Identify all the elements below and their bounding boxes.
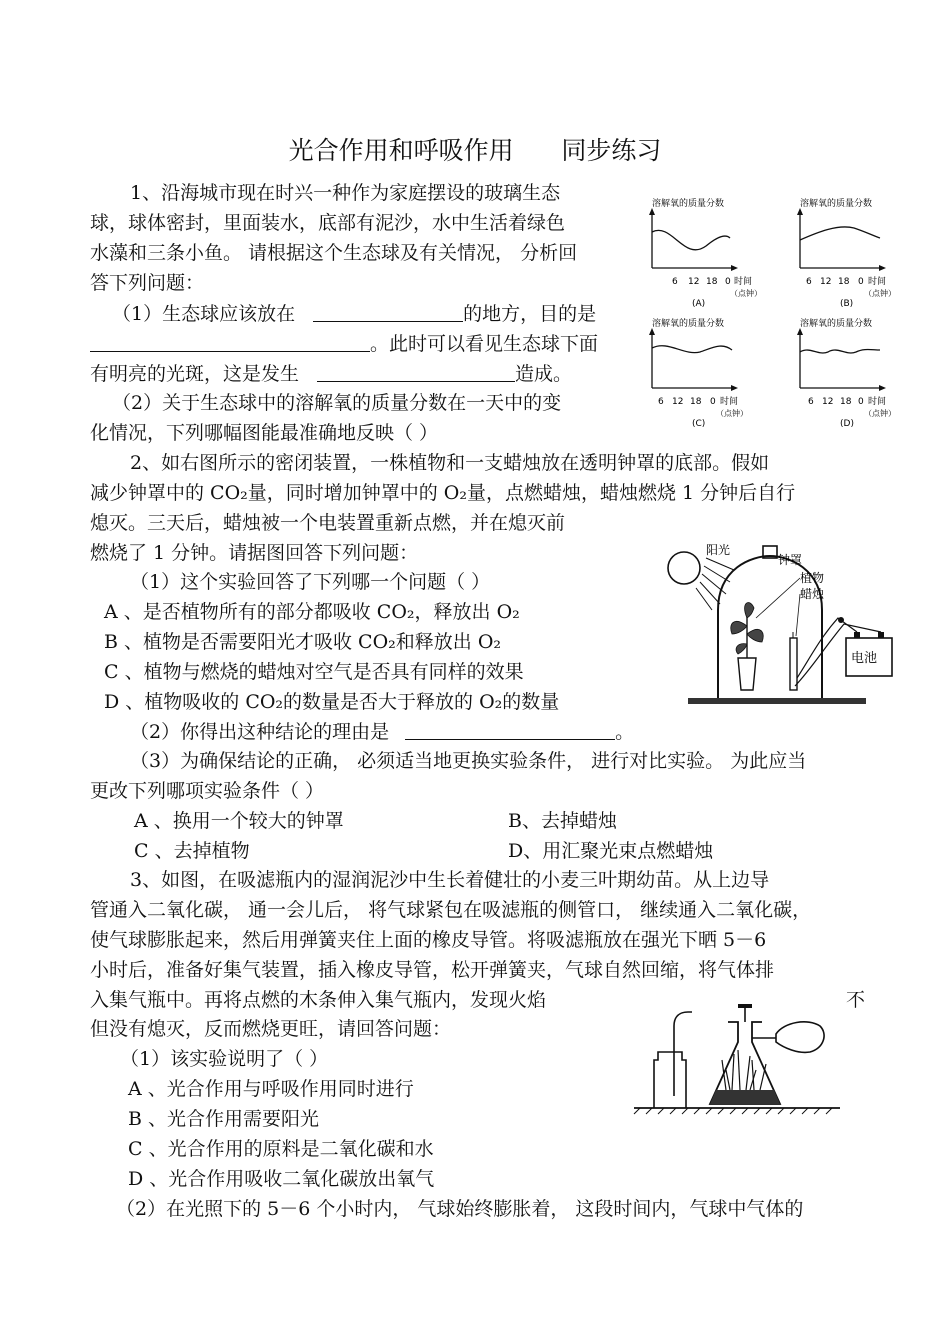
q2-line-4: 燃烧了 1 分钟。请据图回答下列问题： [90, 542, 419, 564]
q1-sub2-line-1: （2）关于生态球中的溶解氧的质量分数在一天中的变 [112, 392, 562, 414]
q3-line-5: 入集气瓶中。再将点燃的木条伸入集气瓶内，发现火焰 [90, 989, 547, 1011]
q3-line-4: 小时后，准备好集气装置，插入橡皮导管，松开弹簧夹，气球自然回缩，将气体排 [90, 959, 775, 981]
switch-node [838, 617, 844, 623]
graph-b [797, 197, 896, 309]
wheat-seedlings [722, 1050, 766, 1090]
jar-label: 钟罩 [778, 553, 803, 567]
plant-label: 植物 [800, 571, 825, 585]
graph-b-ylabel: 溶解氧的质量分数 [800, 199, 873, 209]
q3-sub1-question: （1）该实验说明了（ ） [120, 1048, 329, 1070]
graph-d-xtick-4: 0 [858, 397, 864, 407]
q2-choice-c: C 、去掉植物 [134, 840, 250, 862]
graph-c-xlabel: 时间 [720, 397, 739, 407]
q2-line-3: 熄灭。三天后，蜡烛被一个电装置重新点燃，并在熄灭前 [90, 512, 566, 534]
q2-sub2-line [130, 719, 634, 744]
candle-label: 蜡烛 [800, 587, 825, 601]
q1-line-4: 答下列问题： [90, 272, 205, 294]
graph-c-xtick-1: 6 [658, 397, 664, 407]
flower-pot [738, 658, 756, 690]
graph-c-x-arrow [731, 385, 738, 391]
graph-b-xtick-1: 6 [806, 277, 812, 287]
graph-b-xlabel: 时间 [868, 277, 887, 287]
dissolved-oxygen-graphs [640, 192, 928, 430]
q2-option-c: C 、植物与燃烧的蜡烛对空气是否具有同样的效果 [104, 661, 524, 683]
graph-c-y-arrow [649, 328, 655, 335]
q2-option-b: B 、植物是否需要阳光才吸收 CO₂和释放出 O₂ [104, 631, 502, 653]
graph-a-xtick-3: 18 [706, 277, 718, 287]
graph-a [649, 197, 762, 309]
q3-line-1: 3、如图，在吸滤瓶内的湿润泥沙中生长着健壮的小麦三叶期幼苗。从上边导 [130, 869, 770, 891]
graph-d-xtick-2: 12 [822, 397, 834, 407]
graph-a-label: (A) [692, 299, 706, 309]
q3-line-6: 但没有熄灭，反而燃烧更旺，请回答问题： [90, 1018, 452, 1040]
candle-pointer [796, 594, 800, 636]
graph-c-curve [652, 346, 732, 353]
graph-b-y-arrow [797, 208, 803, 215]
sun-rays [696, 558, 734, 610]
q3-option-a: A 、光合作用与呼吸作用同时进行 [128, 1078, 414, 1100]
sun-label: 阳光 [706, 543, 731, 557]
battery-terminal-1 [854, 632, 860, 638]
q1-sub1-line3-end: 造成。 [515, 363, 573, 385]
gas-collection-bottle [654, 1052, 686, 1108]
bell-jar-figure [660, 538, 912, 710]
graph-d-xlabel-unit: （点钟） [864, 409, 896, 418]
filter-flask-figure [630, 1000, 846, 1116]
graph-a-xtick-4: 0 [725, 277, 731, 287]
q1-sub2-line-2: 化情况，下列哪幅图能最准确地反映（ ） [90, 422, 439, 444]
plant-pointer [756, 578, 800, 618]
q2-sub3-line-1: （3）为确保结论的正确， 必须适当地更换实验条件， 进行对比实验。 为此应当 [130, 750, 807, 772]
graph-b-label: (B) [840, 299, 854, 309]
q2-sub2-end: 。 [615, 721, 635, 743]
q3-option-b: B 、光合作用需要阳光 [128, 1108, 320, 1130]
graph-d [797, 317, 896, 429]
base-plate [688, 698, 866, 704]
graph-c-xtick-2: 12 [672, 397, 684, 407]
graph-a-x-arrow [731, 265, 738, 271]
battery-terminal-2 [878, 632, 884, 638]
graph-d-ylabel: 溶解氧的质量分数 [800, 319, 873, 329]
q1-sub1-line-2 [90, 331, 598, 356]
spring-clip [738, 1004, 752, 1008]
graph-c-label: (C) [692, 419, 706, 429]
q3-line-5-end: 不 [846, 989, 866, 1011]
q1-sub1-mid: 的地方，目的是 [463, 303, 597, 325]
q1-line-1: 1、沿海城市现在时兴一种作为家庭摆设的玻璃生态 [130, 182, 561, 204]
balloon-icon [776, 1022, 824, 1053]
graph-a-ylabel: 溶解氧的质量分数 [652, 199, 725, 209]
graph-d-x-arrow [879, 385, 886, 391]
delivery-tube [674, 1012, 692, 1096]
q3-line-2: 管通入二氧化碳， 通一会儿后， 将气球紧包在吸滤瓶的侧管口， 继续通入二氧化碳， [90, 899, 812, 921]
q2-sub1-question: （1）这个实验回答了下列哪一个问题（ ） [130, 571, 491, 593]
q2-option-a: A 、是否植物所有的部分都吸收 CO₂，释放出 O₂ [104, 601, 520, 623]
graph-b-xtick-2: 12 [820, 277, 832, 287]
graph-b-xlabel-unit: （点钟） [864, 289, 896, 298]
graph-a-xlabel: 时间 [734, 277, 753, 287]
candle-icon [790, 638, 797, 690]
graph-a-curve [652, 230, 730, 249]
graph-b-curve [800, 227, 880, 240]
graph-d-label: (D) [840, 419, 854, 429]
q2-choice-a: A 、换用一个较大的钟罩 [134, 810, 344, 832]
graph-a-xtick-2: 12 [688, 277, 700, 287]
q2-sub3-line-2: 更改下列哪项实验条件（ ） [90, 780, 325, 802]
q1-answer-blank-2[interactable] [90, 331, 370, 352]
sun-icon [668, 552, 700, 584]
q1-sub1-prefix: （1）生态球应该放在 [112, 303, 296, 325]
q3-sub2-line: （2）在光照下的 5－6 个小时内， 气球始终膨胀着， 这段时间内，气球中气体的 [116, 1198, 804, 1220]
q3-option-d: D 、光合作用吸收二氧化碳放出氧气 [128, 1168, 435, 1190]
q3-option-c: C 、光合作用的原料是二氧化碳和水 [128, 1138, 434, 1160]
table-hatching [634, 1108, 832, 1114]
graph-d-xlabel: 时间 [868, 397, 887, 407]
q2-option-d: D 、植物吸收的 CO₂的数量是否大于释放的 O₂的数量 [104, 691, 560, 713]
graph-d-xtick-3: 18 [840, 397, 852, 407]
q2-choice-b: B、去掉蜡烛 [508, 810, 617, 832]
graph-c-xtick-3: 18 [690, 397, 702, 407]
q1-sub1-line3-prefix: 有明亮的光斑，这是发生 [90, 363, 300, 385]
graph-a-y-arrow [649, 208, 655, 215]
q2-answer-blank[interactable] [405, 719, 615, 740]
q2-line-2: 减少钟罩中的 CO₂量，同时增加钟罩中的 O₂量，点燃蜡烛，蜡烛燃烧 1 分钟后自行 [90, 482, 796, 504]
q1-line-2: 球，球体密封，里面装水，底部有泥沙，水中生活着绿色 [90, 212, 566, 234]
q1-sub1-end: 。此时可以看见生态球下面 [370, 333, 599, 355]
graph-c [649, 317, 748, 429]
page-title: 光合作用和呼吸作用 同步练习 [288, 136, 662, 165]
q2-choice-d: D、用汇聚光束点燃蜡烛 [508, 840, 714, 862]
graph-c-xtick-4: 0 [710, 397, 716, 407]
q2-sub2-prefix: （2）你得出这种结论的理由是 [130, 721, 390, 743]
graph-d-curve [800, 350, 880, 353]
graph-c-xlabel-unit: （点钟） [716, 409, 748, 418]
wet-sand [710, 1090, 780, 1104]
q1-sub1-line [112, 301, 596, 326]
graph-d-xtick-1: 6 [808, 397, 814, 407]
graph-a-xlabel-unit: （点钟） [730, 289, 762, 298]
battery-label: 电池 [851, 651, 878, 666]
q2-line-1: 2、如右图所示的密闭装置，一株植物和一支蜡烛放在透明钟罩的底部。假如 [130, 452, 770, 474]
q1-answer-blank-1[interactable] [313, 301, 463, 322]
graph-d-y-arrow [797, 328, 803, 335]
graph-a-xtick-1: 6 [672, 277, 678, 287]
graph-b-xtick-3: 18 [838, 277, 850, 287]
graph-b-x-arrow [879, 265, 886, 271]
q1-line-3: 水藻和三条小鱼。 请根据这个生态球及有关情况， 分析回 [90, 242, 578, 264]
wire-1 [797, 618, 857, 678]
q3-line-3: 使气球膨胀起来，然后用弹簧夹住上面的橡皮导管。将吸滤瓶放在强光下晒 5－6 [90, 929, 767, 951]
graph-b-xtick-4: 0 [858, 277, 864, 287]
q1-answer-blank-3[interactable] [317, 361, 515, 382]
graph-c-ylabel: 溶解氧的质量分数 [652, 319, 725, 329]
q1-sub1-line-3 [90, 361, 572, 386]
